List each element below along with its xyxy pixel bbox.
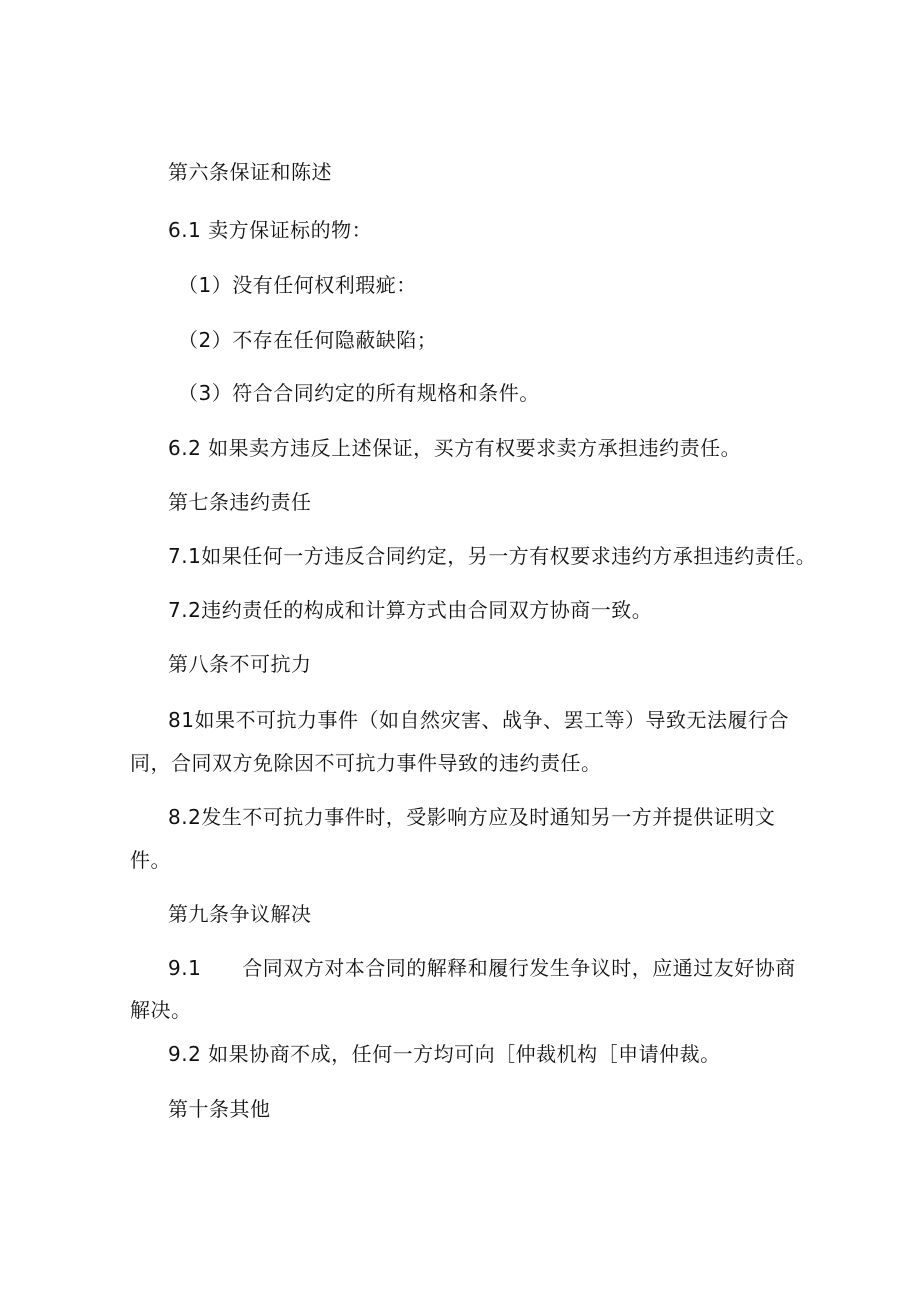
article-8-heading: 第八条不可抗力 (168, 652, 312, 676)
clause-6-1-item-1: （1）没有任何权利瑕疵： (178, 273, 417, 297)
article-10-heading: 第十条其他 (168, 1097, 271, 1121)
article-7-heading: 第七条违约责任 (168, 490, 312, 514)
clause-8-1-line-1: 81如果不可抗力事件（如自然灾害、战争、罢工等）导致无法履行合 (168, 708, 789, 732)
clause-8-2-line-1: 8.2发生不可抗力事件时，受影响方应及时通知另一方并提供证明文 (168, 805, 776, 829)
clause-8-1-line-2: 同，合同双方免除因不可抗力事件导致的违约责任。 (130, 751, 602, 775)
clause-7-1: 7.1如果任何一方违反合同约定，另一方有权要求违约方承担违约责任。 (168, 544, 817, 568)
clause-9-1-line-1: 9.1 合同双方对本合同的解释和履行发生争议时，应通过友好协商 (168, 956, 796, 980)
article-6-heading: 第六条保证和陈述 (168, 160, 332, 184)
clause-9-2: 9.2 如果协商不成，任何一方均可向［仲裁机构［申请仲裁。 (168, 1042, 721, 1066)
clause-6-1-item-3: （3）符合合同约定的所有规格和条件。 (178, 381, 540, 405)
clause-6-1-item-2: （2）不存在任何隐蔽缺陷； (178, 328, 438, 352)
article-9-heading: 第九条争议解决 (168, 902, 312, 926)
clause-7-2: 7.2违约责任的构成和计算方式由合同双方协商一致。 (168, 598, 653, 622)
clause-8-2-line-2: 件。 (130, 848, 171, 872)
clause-9-1-line-2: 解决。 (130, 998, 192, 1022)
clause-6-2: 6.2 如果卖方违反上述保证，买方有权要求卖方承担违约责任。 (168, 436, 742, 460)
clause-6-1: 6.1 卖方保证标的物： (168, 218, 373, 242)
